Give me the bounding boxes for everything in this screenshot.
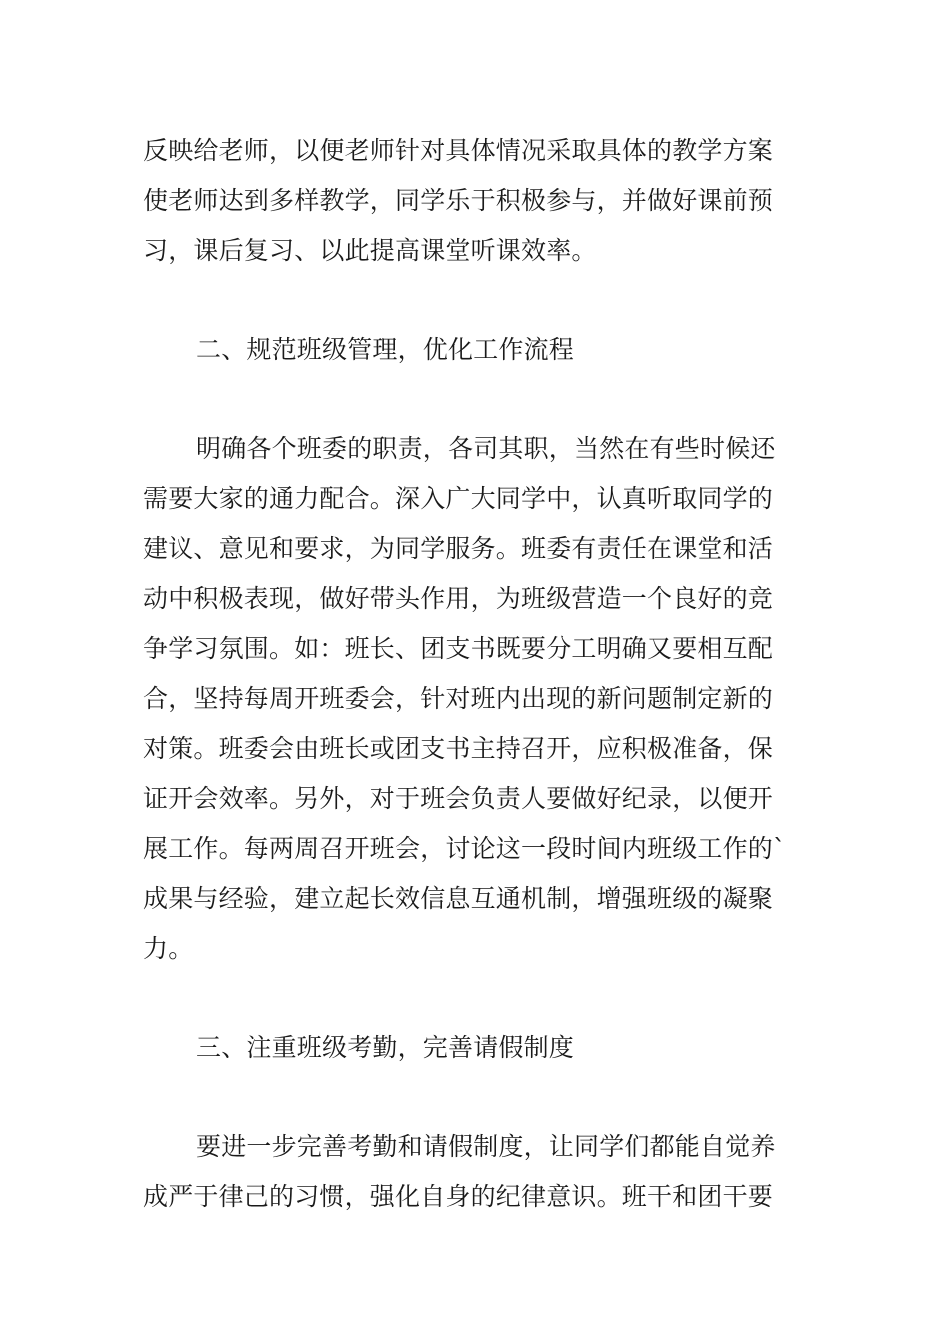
paragraph-line: 对策。班委会由班长或团支书主持召开，应积极准备，保 xyxy=(143,734,774,763)
paragraph-line: 证开会效率。另外，对于班会负责人要做好纪录，以便开 xyxy=(143,784,774,813)
paragraph-line: 动中积极表现，做好带头作用，为班级营造一个良好的竞 xyxy=(143,584,774,613)
paragraph-line: 反映给老师，以便老师针对具体情况采取具体的教学方案 xyxy=(143,136,774,165)
paragraph-line: 使老师达到多样教学，同学乐于积极参与，并做好课前预 xyxy=(143,186,774,215)
paragraph-line: 要进一步完善考勤和请假制度，让同学们都能自觉养 xyxy=(196,1132,776,1161)
paragraph-line: 成严于律己的习惯，强化自身的纪律意识。班干和团干要 xyxy=(143,1182,774,1211)
paragraph-line: 明确各个班委的职责，各司其职，当然在有些时候还 xyxy=(196,434,776,463)
paragraph-line: 争学习氛围。如：班长、团支书既要分工明确又要相互配 xyxy=(143,634,774,663)
section-heading: 三、注重班级考勤，完善请假制度 xyxy=(196,1033,575,1062)
paragraph-line: 建议、意见和要求，为同学服务。班委有责任在课堂和活 xyxy=(143,534,774,563)
paragraph-line: 力。 xyxy=(143,934,194,963)
paragraph-line: 成果与经验，建立起长效信息互通机制，增强班级的凝聚 xyxy=(143,884,774,913)
paragraph-line: 展工作。每两周召开班会，讨论这一段时间内班级工作的` xyxy=(143,834,786,863)
section-heading: 二、规范班级管理，优化工作流程 xyxy=(196,335,575,364)
paragraph-line: 需要大家的通力配合。深入广大同学中，认真听取同学的 xyxy=(143,484,774,513)
paragraph-line: 习，课后复习、以此提高课堂听课效率。 xyxy=(143,236,597,265)
paragraph-line: 合，坚持每周开班委会，针对班内出现的新问题制定新的 xyxy=(143,684,774,713)
